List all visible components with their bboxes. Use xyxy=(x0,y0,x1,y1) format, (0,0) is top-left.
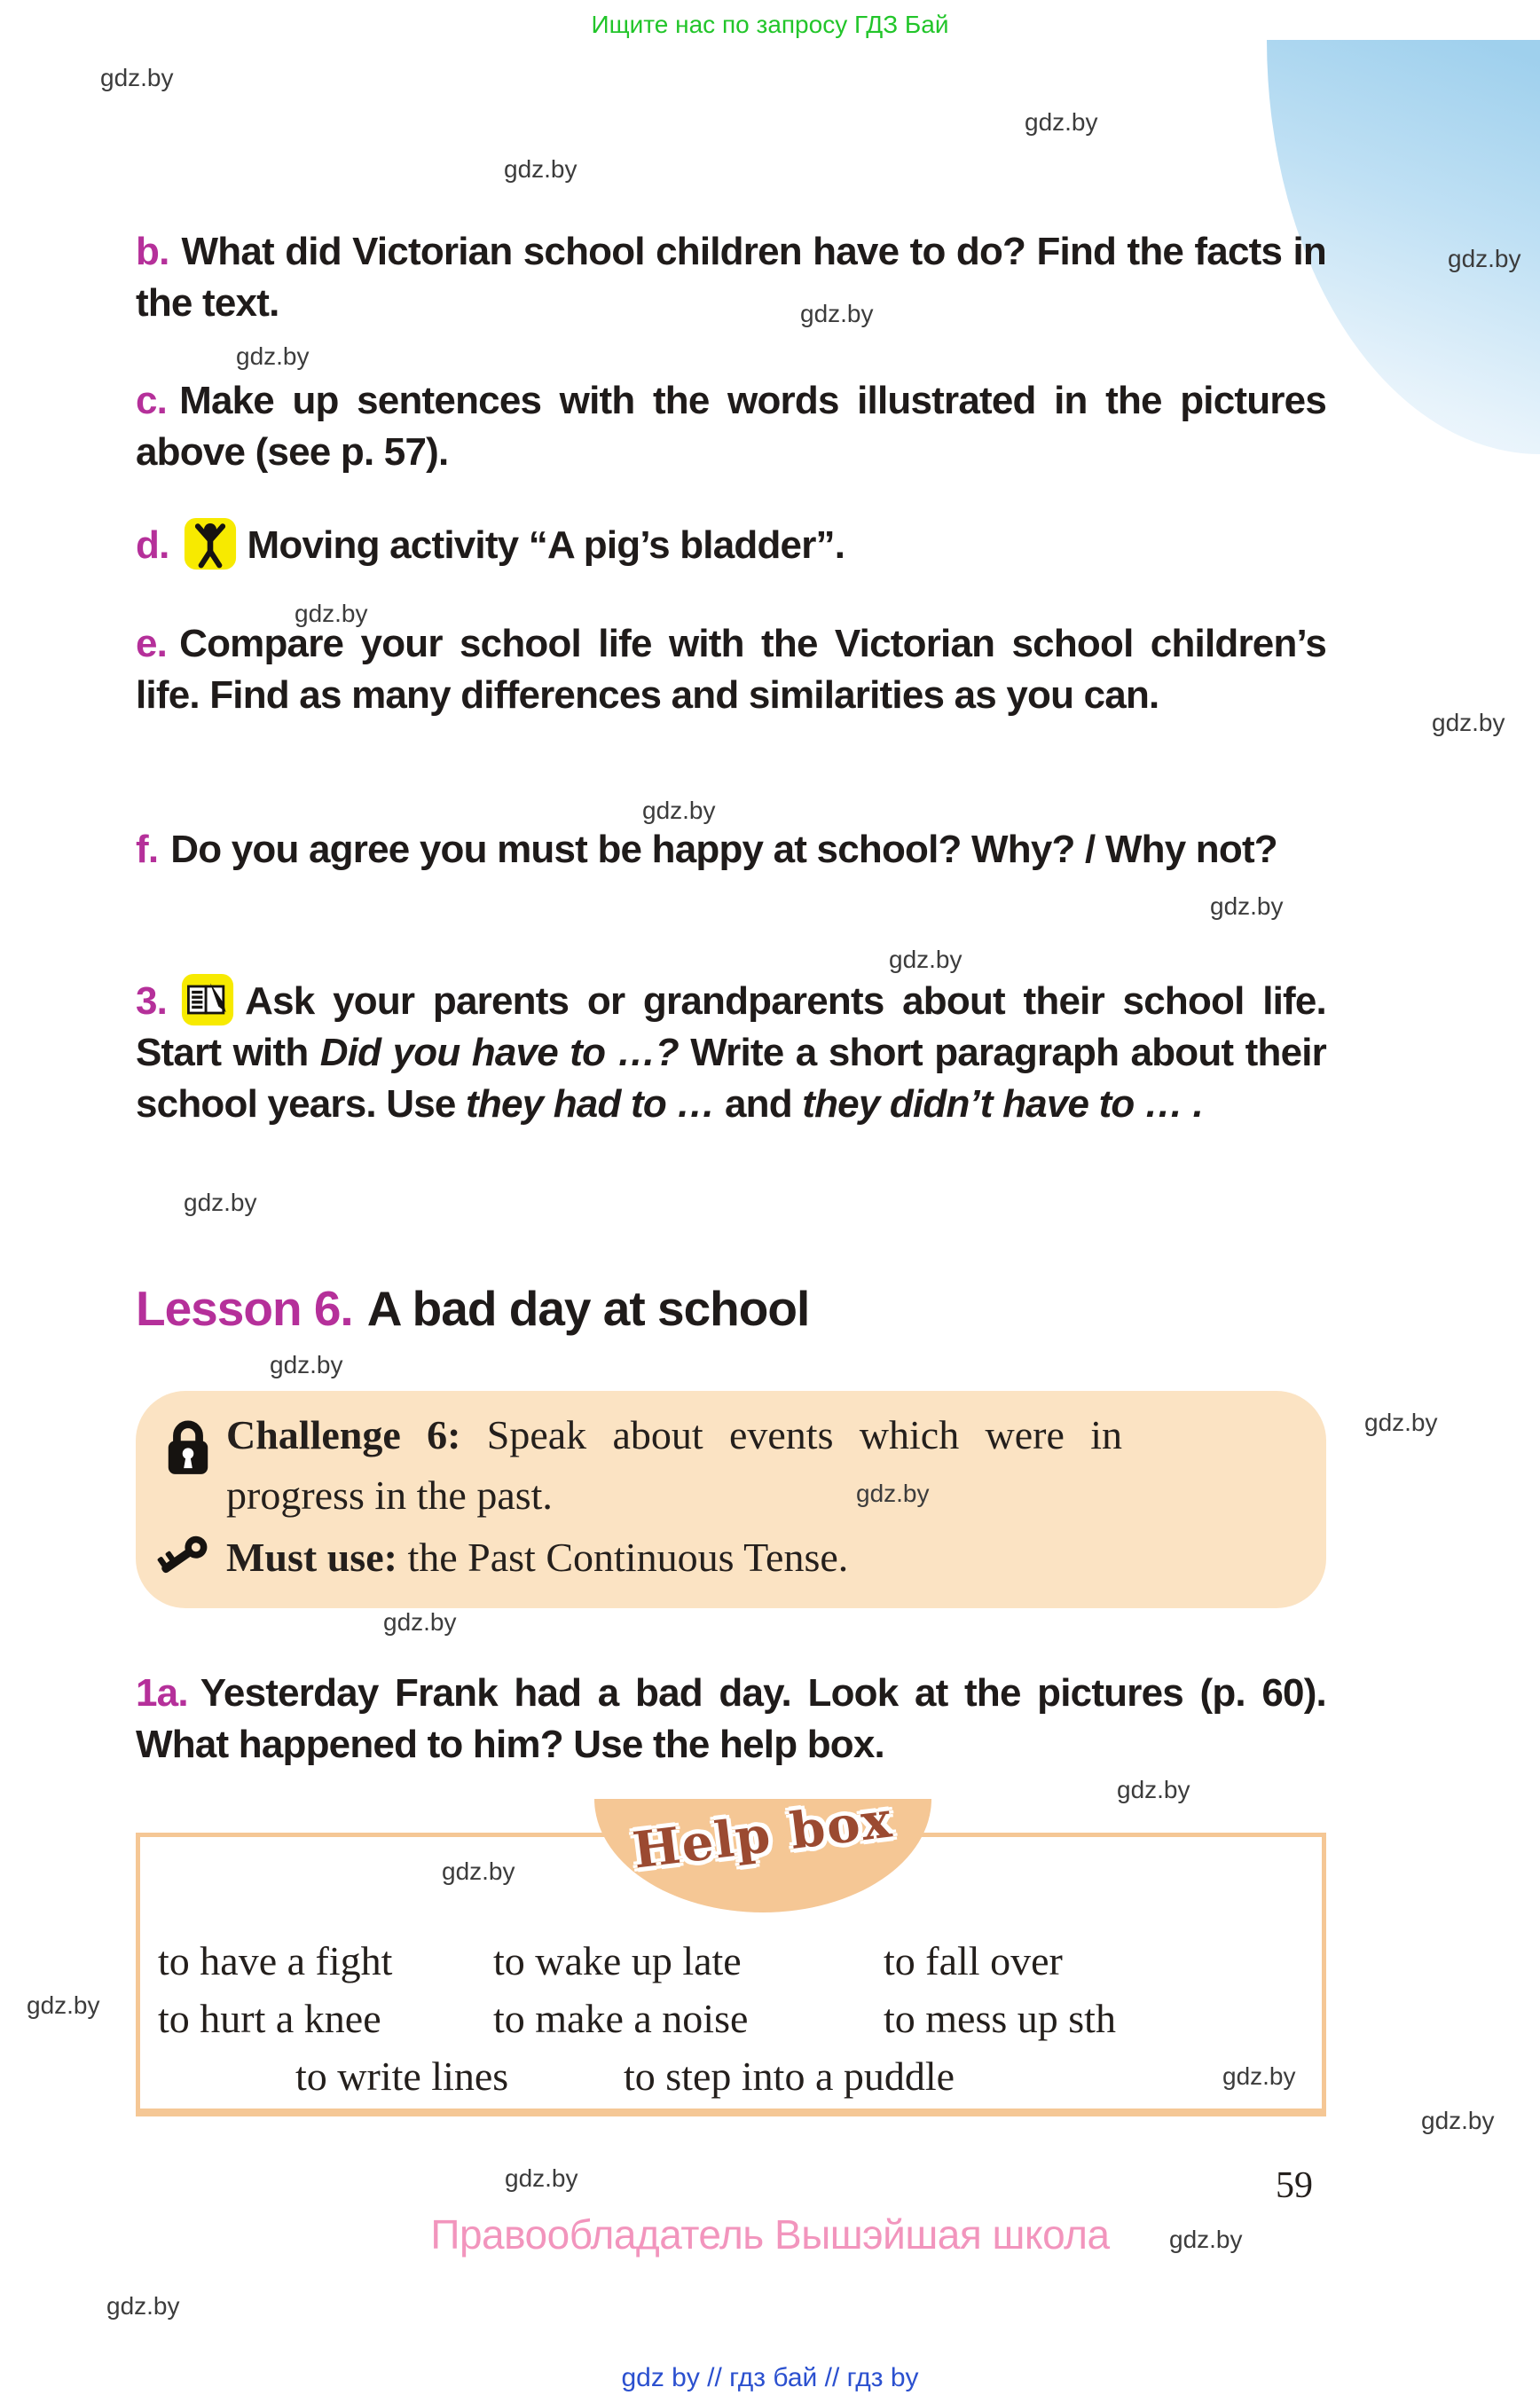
watermark: gdz.by xyxy=(106,2292,180,2320)
watermark: gdz.by xyxy=(1222,2062,1296,2090)
watermark: gdz.by xyxy=(1025,108,1098,136)
help-row-3 xyxy=(140,2053,1322,2106)
help-box xyxy=(136,1790,1326,2116)
must-use-text: Must use: the Past Continuous Tense. xyxy=(226,1535,849,1580)
moving-activity-icon xyxy=(184,517,237,570)
watermark: gdz.by xyxy=(383,1608,457,1636)
watermark: gdz.by xyxy=(1448,245,1521,272)
key-icon xyxy=(150,1522,217,1590)
help-phrase: to write lines xyxy=(295,2054,509,2099)
help-phrase: to fall over xyxy=(884,1938,1063,1983)
watermark: gdz.by xyxy=(100,64,174,91)
exercise-3 xyxy=(136,973,1326,1130)
watermark: gdz.by xyxy=(856,1480,930,1507)
watermark: gdz.by xyxy=(1364,1409,1438,1436)
page-number: 59 xyxy=(1276,2165,1313,2206)
lock-icon xyxy=(162,1412,214,1480)
challenge-box xyxy=(136,1391,1326,1608)
lesson-number: Lesson 6. xyxy=(136,1281,353,1336)
help-phrase: to wake up late xyxy=(493,1938,742,1983)
watermark: gdz.by xyxy=(1117,1776,1190,1803)
promo-banner: Ищите нас по запросу ГДЗ Бай xyxy=(591,11,949,38)
exercise-c xyxy=(136,375,1326,478)
exercise-c-label: c. xyxy=(136,379,168,422)
exercise-b-label: b. xyxy=(136,230,169,273)
exercise-e-label: e. xyxy=(136,622,168,665)
challenge-text: Challenge 6: Speak about events which were in progress in the past. xyxy=(226,1412,1122,1518)
help-box-title: Help box xyxy=(629,1790,897,1881)
exercise-c-text: Make up sentences with the words illustrated in the pictures above (see p. 57). xyxy=(136,379,1326,474)
help-phrase: to hurt a knee xyxy=(158,1996,381,2041)
exercise-b-text: What did Victorian school children have to do? Find the facts in the text. xyxy=(136,230,1326,325)
watermark: gdz.by xyxy=(442,1857,515,1885)
exercise-f-text: Do you agree you must be happy at school? Why? / Why not? xyxy=(170,828,1277,871)
watermark: gdz.by xyxy=(295,600,368,627)
watermark: gdz.by xyxy=(504,155,578,183)
exercise-d-text: Moving activity “A pig’s bladder”. xyxy=(247,523,845,567)
exercise-d-label: d. xyxy=(136,523,169,567)
watermark: gdz.by xyxy=(236,342,310,370)
exercise-3-text: Ask your parents or grandparents about their school life. Start with Did you have to …? Write a short paragraph about their school years. Use they had to … and they didn’t have to … . xyxy=(136,979,1326,1126)
help-phrase: to have a fight xyxy=(158,1938,393,1983)
writing-icon xyxy=(181,973,234,1026)
watermark: gdz.by xyxy=(1421,2107,1495,2134)
watermark: gdz.by xyxy=(505,2164,578,2192)
help-row-2 xyxy=(140,1995,1322,2048)
exercise-f xyxy=(136,824,1326,876)
exercise-e xyxy=(136,618,1326,721)
help-row-1 xyxy=(140,1937,1322,1991)
exercise-3-label: 3. xyxy=(136,979,168,1023)
watermark: gdz.by xyxy=(270,1351,343,1378)
exercise-f-label: f. xyxy=(136,828,159,871)
watermark: gdz.by xyxy=(800,300,874,327)
watermark: gdz.by xyxy=(889,946,962,973)
exercise-b xyxy=(136,226,1326,329)
help-phrase: to mess up sth xyxy=(884,1996,1116,2041)
watermark: gdz.by xyxy=(1432,709,1505,736)
exercise-1a-text: Yesterday Frank had a bad day. Look at the pictures (p. 60). What happened to him? Use the help box. xyxy=(136,1671,1326,1766)
exercise-e-text: Compare your school life with the Victorian school children’s life. Find as many differences and similarities as you can. xyxy=(136,622,1326,717)
exercise-d xyxy=(136,517,1326,571)
watermark: gdz.by xyxy=(642,797,716,824)
copyright-line: Правообладатель Вышэйшая школа xyxy=(430,2211,1110,2258)
exercise-1a xyxy=(136,1668,1326,1771)
watermark: gdz.by xyxy=(1210,892,1284,920)
footer-links[interactable]: gdz by // гдз бай // гдз by xyxy=(621,2363,919,2392)
help-phrase: to make a noise xyxy=(493,1996,749,2041)
help-phrase: to step into a puddle xyxy=(624,2054,955,2099)
exercise-1a-label: 1a. xyxy=(136,1671,188,1715)
watermark: gdz.by xyxy=(184,1189,257,1216)
watermark: gdz.by xyxy=(1169,2226,1243,2253)
lesson-title: A bad day at school xyxy=(366,1281,810,1336)
watermark: gdz.by xyxy=(27,1991,100,2019)
lesson-heading xyxy=(136,1280,809,1337)
help-box-arc xyxy=(594,1790,931,1912)
